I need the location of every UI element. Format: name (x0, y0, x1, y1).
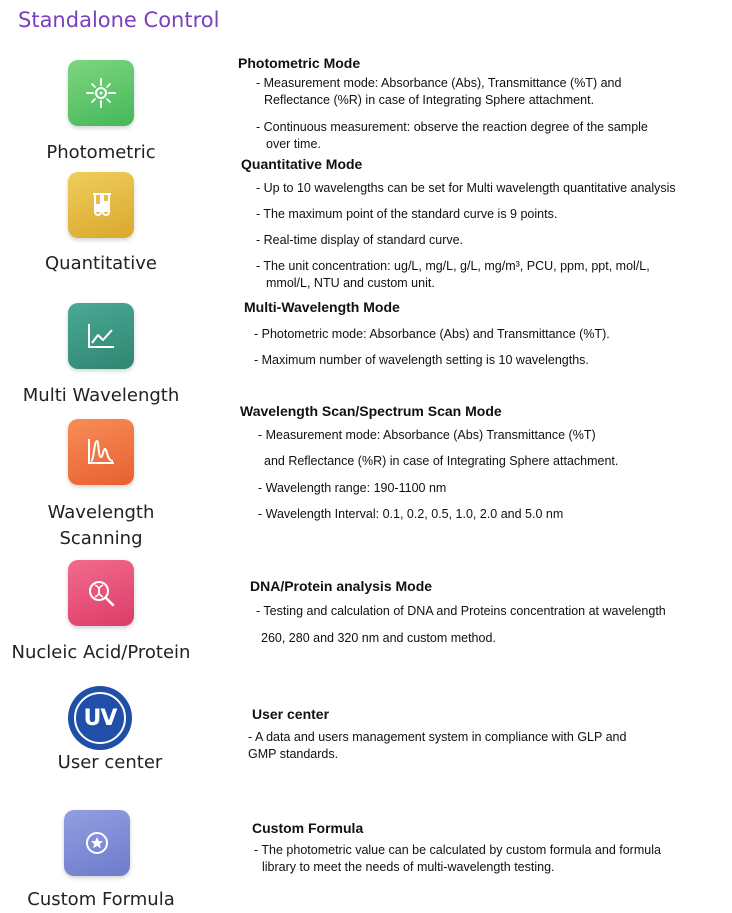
scan-mode-title: Wavelength Scan/Spectrum Scan Mode (240, 403, 502, 419)
spectrum-peak-icon (84, 435, 118, 469)
page-title: Standalone Control (18, 8, 220, 32)
wavelength-scanning-label-2: Scanning (59, 528, 143, 549)
photometric-bullet-2-line-2: over time. (266, 137, 321, 151)
photometric-bullet-1-line-1: - Measurement mode: Absorbance (Abs), Transmittance (%T) and (256, 76, 622, 90)
star-badge-icon (80, 826, 114, 860)
custom-formula-icon (64, 810, 130, 876)
quantitative-bullet-3: - Real-time display of standard curve. (256, 233, 464, 247)
multi-wavelength-label: Multi Wavelength (22, 385, 180, 406)
multi-wavelength-bullet-2: - Maximum number of wavelength setting is 10 wavelengths. (254, 353, 589, 367)
scan-bullet-1: - Measurement mode: Absorbance (Abs) Transmittance (%T) (258, 428, 596, 442)
dna-magnifier-icon (84, 576, 118, 610)
test-tubes-icon (84, 188, 118, 222)
custom-formula-title: Custom Formula (252, 820, 364, 836)
quantitative-bullet-1: - Up to 10 wavelengths can be set for Multi wavelength quantitative analysis (256, 181, 676, 195)
user-center-label: User center (57, 752, 163, 773)
uv-logo-text: UV (83, 705, 117, 731)
multi-wavelength-icon (68, 303, 134, 369)
user-center-bullet-line-2: GMP standards. (248, 747, 339, 761)
multi-wavelength-bullet-1: - Photometric mode: Absorbance (Abs) and Transmittance (%T). (254, 327, 610, 341)
light-burst-icon (84, 76, 118, 110)
quantitative-icon (68, 172, 134, 238)
scan-bullet-3: - Wavelength Interval: 0.1, 0.2, 0.5, 1.0, 2.0 and 5.0 nm (258, 507, 564, 521)
custom-formula-bullet-line-2: library to meet the needs of multi-wavelength testing. (262, 860, 555, 874)
user-center-bullet-line-1: - A data and users management system in compliance with GLP and (248, 730, 627, 744)
quantitative-label: Quantitative (45, 253, 157, 274)
quantitative-bullet-4-line-2: mmol/L, NTU and custom unit. (266, 276, 435, 290)
custom-formula-label: Custom Formula (27, 889, 175, 910)
photometric-bullet-2-line-1: - Continuous measurement: observe the reaction degree of the sample (256, 120, 648, 134)
line-chart-icon (84, 319, 118, 353)
scan-bullet-2: - Wavelength range: 190-1100 nm (258, 481, 447, 495)
nucleic-acid-label: Nucleic Acid/Protein (11, 642, 191, 663)
quantitative-bullet-2: - The maximum point of the standard curve is 9 points. (256, 207, 558, 221)
dna-mode-title: DNA/Protein analysis Mode (250, 578, 433, 594)
scan-bullet-1-continued: and Reflectance (%R) in case of Integrating Sphere attachment. (264, 454, 619, 468)
wavelength-scanning-icon (68, 419, 134, 485)
photometric-label: Photometric (46, 142, 156, 163)
uv-logo-icon (68, 686, 132, 750)
user-center-title: User center (252, 706, 330, 722)
quantitative-bullet-4-line-1: - The unit concentration: ug/L, mg/L, g/L, mg/m³, PCU, ppm, ppt, mol/L, (256, 259, 650, 273)
dna-bullet-1: - Testing and calculation of DNA and Proteins concentration at wavelength (256, 604, 666, 618)
wavelength-scanning-label-1: Wavelength (47, 502, 155, 523)
multi-wavelength-mode-title: Multi-Wavelength Mode (244, 299, 400, 315)
photometric-bullet-1-line-2: Reflectance (%R) in case of Integrating Sphere attachment. (264, 93, 595, 107)
custom-formula-bullet-line-1: - The photometric value can be calculated by custom formula and formula (254, 843, 661, 857)
quantitative-mode-title: Quantitative Mode (241, 156, 363, 172)
photometric-icon (68, 60, 134, 126)
nucleic-acid-icon (68, 560, 134, 626)
dna-bullet-1-continued: 260, 280 and 320 nm and custom method. (261, 631, 496, 645)
photometric-mode-title: Photometric Mode (238, 55, 361, 71)
